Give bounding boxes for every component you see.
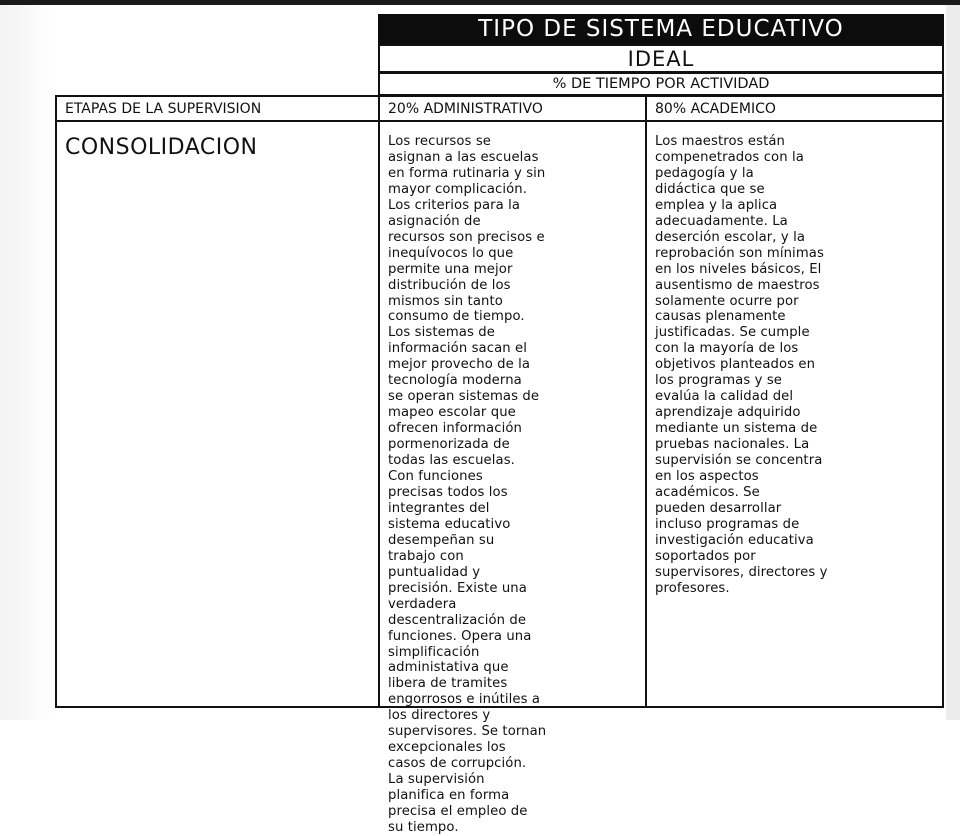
supervision-table — [55, 95, 944, 835]
academic-column-header: 80% ACADEMICO — [655, 101, 776, 117]
column-divider-2 — [645, 97, 647, 706]
scan-shadow-left — [0, 5, 55, 720]
system-type-text: IDEAL — [627, 46, 695, 71]
system-type-header — [378, 44, 944, 73]
academic-description-cell: Los maestros están compenetrados con la pedagogía y la didáctica que se emplea y la aplica adecuadamente. La deserción escolar, y la reprobación son mínimas en los niveles básicos, El ausentismo de maestros solamente ocurre por causas plenamente justificadas. Se cumple con la mayoría de los objetivos planteados en los programas y se evalúa la calidad del aprendizaje adquirido mediante un sistema de pruebas nacionales. La supervisión se concentra en los aspectos académicos. Se pueden desarrollar incluso programas de investigación educativa soportados por supervisores, directores y profesores. — [655, 134, 828, 596]
time-percentage-header — [378, 72, 944, 96]
table-title-text: TIPO DE SISTEMA EDUCATIVO — [478, 16, 844, 42]
admin-column-header: 20% ADMINISTRATIVO — [388, 101, 543, 117]
header-row-divider — [57, 120, 942, 122]
stage-cell: CONSOLIDACION — [65, 135, 258, 160]
table-title — [378, 14, 944, 44]
time-percentage-text: % DE TIEMPO POR ACTIVIDAD — [552, 76, 770, 92]
column-divider-1 — [378, 97, 380, 706]
admin-description-cell: Los recursos se asignan a las escuelas en forma rutinaria y sin mayor complicación. Los criterios para la asignación de recursos son precisos e inequívocos lo que permite una mejor distribución de los mismos sin tanto consumo de tiempo. Los sistemas de información sacan el mejor provecho de la tecnología moderna se operan sistemas de mapeo escolar que ofrecen información pormenorizada de todas las escuelas. Con funciones precisas todos los integrantes del sistema educativo desempeñan su trabajo con puntualidad y precisión. Existe una verdadera descentralización de funciones. Opera una simplificación administativa que libera de tramites engorrosos e inútiles a los directores y supervisores. Se tornan excepcionales los casos de corrupción. La supervisión planifica en forma precisa el empleo de su tiempo. — [388, 134, 547, 835]
stage-column-header: ETAPAS DE LA SUPERVISION — [65, 101, 262, 117]
top-border-rule — [0, 0, 960, 5]
scan-edge-right — [946, 5, 960, 720]
